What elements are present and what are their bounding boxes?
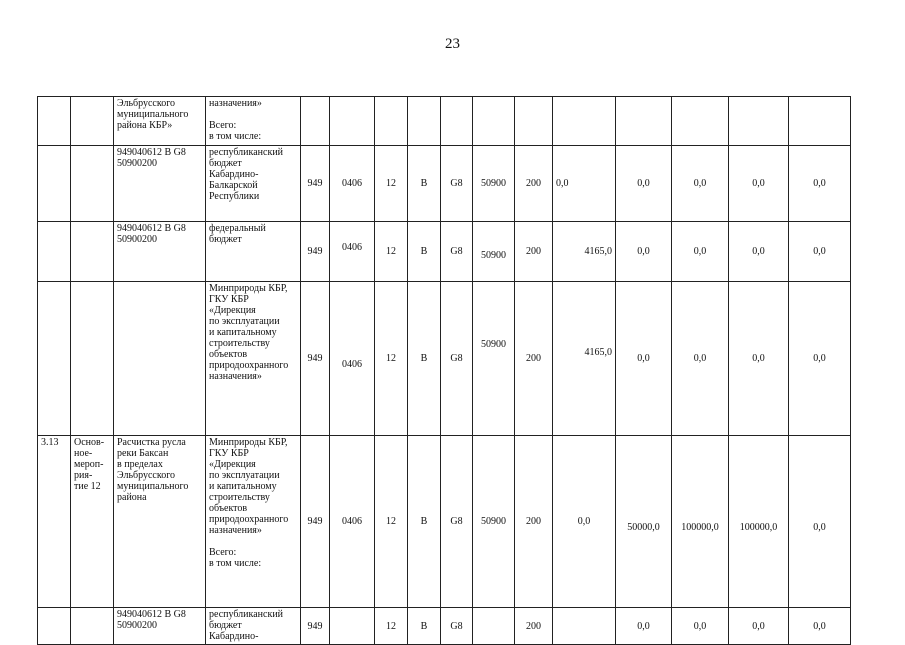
cell-cs4 (473, 608, 515, 645)
cell-num (38, 608, 71, 645)
cell-type (71, 222, 114, 282)
cell-cs1 (375, 97, 408, 146)
cell-cs2: В (408, 608, 441, 645)
cell-y3 (672, 97, 729, 146)
cell-y4: 0,0 (729, 608, 789, 645)
cell-cs3: G8 (441, 608, 473, 645)
cell-y1: 4165,0 (553, 222, 616, 282)
cell-y1 (553, 97, 616, 146)
cell-y1: 4165,0 (553, 282, 616, 436)
cell-code: 949040612 В G8 50900200 (114, 146, 206, 222)
cell-y4: 0,0 (729, 146, 789, 222)
cell-source: Минприроды КБР, ГКУ КБР «Дирекция по эксплуатации и капитальному строительству объектов природоохранного назначения» Всего: в том числе: (206, 436, 301, 608)
cell-grbs: 949 (301, 436, 330, 608)
cell-vr: 200 (515, 608, 553, 645)
cell-type (71, 282, 114, 436)
cell-cs2: В (408, 222, 441, 282)
budget-table (37, 96, 851, 645)
cell-type: Основ- ное- мероп- рия- тие 12 (71, 436, 114, 608)
table-row (38, 97, 851, 146)
cell-cs1: 12 (375, 608, 408, 645)
cell-y5: 0,0 (789, 608, 851, 645)
cell-y4 (729, 97, 789, 146)
cell-y5 (789, 97, 851, 146)
cell-code: Эльбрусского муниципального района КБР» (114, 97, 206, 146)
cell-y1: 0,0 (553, 436, 616, 608)
cell-num (38, 97, 71, 146)
cell-vr: 200 (515, 436, 553, 608)
cell-cs2 (408, 97, 441, 146)
cell-y3: 100000,0 (672, 436, 729, 608)
cell-vr: 200 (515, 222, 553, 282)
cell-rzpr: 0406 (330, 436, 375, 608)
cell-cs3: G8 (441, 222, 473, 282)
cell-num (38, 222, 71, 282)
page-number: 23 (445, 36, 460, 52)
cell-grbs (301, 97, 330, 146)
table-row (38, 146, 851, 222)
cell-cs4: 50900 (473, 282, 515, 436)
cell-type (71, 608, 114, 645)
cell-y4: 0,0 (729, 222, 789, 282)
table-row (38, 608, 851, 645)
cell-vr: 200 (515, 146, 553, 222)
cell-rzpr: 0406 (330, 146, 375, 222)
cell-rzpr (330, 97, 375, 146)
cell-vr (515, 97, 553, 146)
cell-cs3: G8 (441, 146, 473, 222)
cell-grbs: 949 (301, 282, 330, 436)
cell-y2: 0,0 (616, 222, 672, 282)
cell-cs4 (473, 97, 515, 146)
cell-code: 949040612 В G8 50900200 (114, 608, 206, 645)
cell-y2: 0,0 (616, 146, 672, 222)
cell-rzpr (330, 608, 375, 645)
cell-y2: 0,0 (616, 282, 672, 436)
cell-y3: 0,0 (672, 282, 729, 436)
cell-y3: 0,0 (672, 608, 729, 645)
cell-type (71, 146, 114, 222)
cell-y5: 0,0 (789, 222, 851, 282)
cell-grbs: 949 (301, 146, 330, 222)
cell-y5: 0,0 (789, 282, 851, 436)
cell-code: Расчистка русла реки Баксан в пределах Эльбрусского муниципального района (114, 436, 206, 608)
cell-y1 (553, 608, 616, 645)
cell-cs3: G8 (441, 436, 473, 608)
cell-y1: 0,0 (553, 146, 616, 222)
cell-type (71, 97, 114, 146)
cell-y2: 50000,0 (616, 436, 672, 608)
table-row (38, 282, 851, 436)
cell-cs4: 50900 (473, 436, 515, 608)
cell-code (114, 282, 206, 436)
cell-source: республиканский бюджет Кабардино- Балкарской Республики (206, 146, 301, 222)
cell-num: 3.13 (38, 436, 71, 608)
cell-source: назначения» Всего: в том числе: (206, 97, 301, 146)
cell-num (38, 146, 71, 222)
cell-cs4: 50900 (473, 146, 515, 222)
cell-y4: 100000,0 (729, 436, 789, 608)
cell-rzpr: 0406 (330, 222, 375, 282)
cell-cs1: 12 (375, 146, 408, 222)
cell-cs3: G8 (441, 282, 473, 436)
cell-cs4: 50900 (473, 222, 515, 282)
cell-source: Минприроды КБР, ГКУ КБР «Дирекция по эксплуатации и капитальному строительству объектов природоохранного назначения» (206, 282, 301, 436)
cell-cs1: 12 (375, 282, 408, 436)
cell-cs2: В (408, 146, 441, 222)
cell-source: федеральный бюджет (206, 222, 301, 282)
cell-y4: 0,0 (729, 282, 789, 436)
cell-y2: 0,0 (616, 608, 672, 645)
cell-cs1: 12 (375, 222, 408, 282)
cell-source: республиканский бюджет Кабардино- (206, 608, 301, 645)
cell-y3: 0,0 (672, 146, 729, 222)
cell-num (38, 282, 71, 436)
cell-y2 (616, 97, 672, 146)
cell-code: 949040612 В G8 50900200 (114, 222, 206, 282)
cell-grbs: 949 (301, 608, 330, 645)
cell-vr: 200 (515, 282, 553, 436)
cell-y5: 0,0 (789, 146, 851, 222)
cell-cs1: 12 (375, 436, 408, 608)
cell-cs2: В (408, 282, 441, 436)
table-row (38, 222, 851, 282)
table-row (38, 436, 851, 608)
cell-cs2: В (408, 436, 441, 608)
cell-rzpr: 0406 (330, 282, 375, 436)
cell-cs3 (441, 97, 473, 146)
cell-grbs: 949 (301, 222, 330, 282)
cell-y5: 0,0 (789, 436, 851, 608)
cell-y3: 0,0 (672, 222, 729, 282)
